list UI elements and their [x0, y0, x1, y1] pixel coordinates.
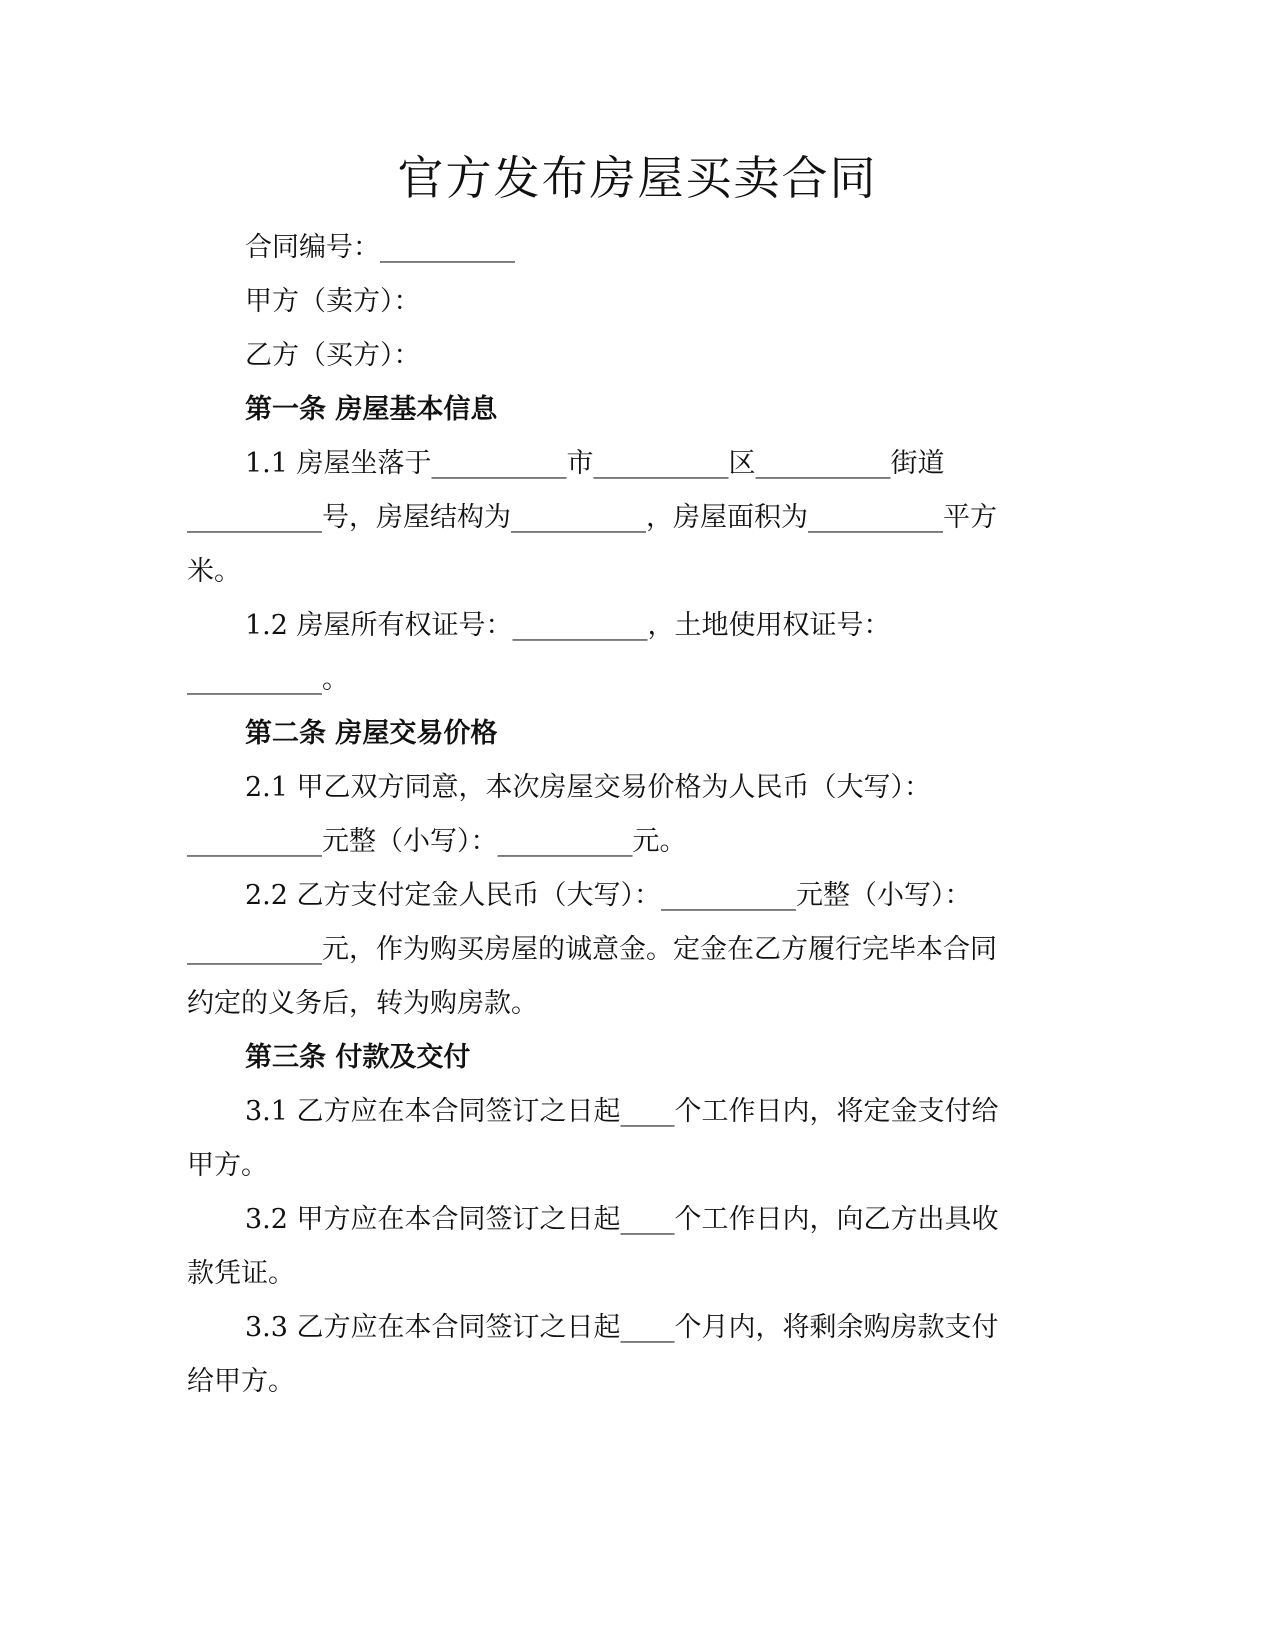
article-2-heading: 第二条 房屋交易价格 [245, 718, 498, 749]
clause-3-1-line-2: 甲方。 [187, 1150, 268, 1181]
clause-2-2-line-3: 约定的义务后，转为购房款。 [187, 988, 538, 1019]
document-title: 官方发布房屋买卖合同 [397, 151, 878, 205]
clause-2-2-line-1: 2.2 乙方支付定金人民币（大写）：__________元整（小写）： [245, 880, 972, 911]
clause-1-2-line-1: 1.2 房屋所有权证号：__________，土地使用权证号： [245, 610, 891, 641]
article-3-heading: 第三条 付款及交付 [245, 1042, 471, 1073]
clause-1-1-line-3: 米。 [187, 556, 241, 587]
clause-2-1-line-2: __________元整（小写）：__________元。 [187, 826, 687, 857]
clause-1-1-line-1: 1.1 房屋坐落于__________市__________区__________街道 [245, 448, 945, 479]
clause-1-2-line-2: __________。 [187, 664, 349, 695]
clause-3-2-line-1: 3.2 甲方应在本合同签订之日起____个工作日内，向乙方出具收 [245, 1204, 999, 1235]
clause-3-2-line-2: 款凭证。 [187, 1258, 295, 1289]
clause-2-1-line-1: 2.1 甲乙双方同意，本次房屋交易价格为人民币（大写）： [245, 772, 932, 803]
clause-1-1-line-2: __________号，房屋结构为__________，房屋面积为__________平方 [187, 502, 997, 533]
party-b-line: 乙方（买方）： [245, 340, 421, 371]
party-a-line: 甲方（卖方）： [245, 286, 421, 317]
clause-3-3-line-1: 3.3 乙方应在本合同签订之日起____个月内，将剩余购房款支付 [245, 1312, 999, 1343]
article-1-heading: 第一条 房屋基本信息 [245, 394, 498, 425]
clause-3-1-line-1: 3.1 乙方应在本合同签订之日起____个工作日内，将定金支付给 [245, 1096, 999, 1127]
clause-2-2-line-2: __________元，作为购买房屋的诚意金。定金在乙方履行完毕本合同 [187, 934, 997, 965]
contract-number-line: 合同编号：__________ [245, 232, 515, 263]
clause-3-3-line-2: 给甲方。 [187, 1366, 295, 1397]
